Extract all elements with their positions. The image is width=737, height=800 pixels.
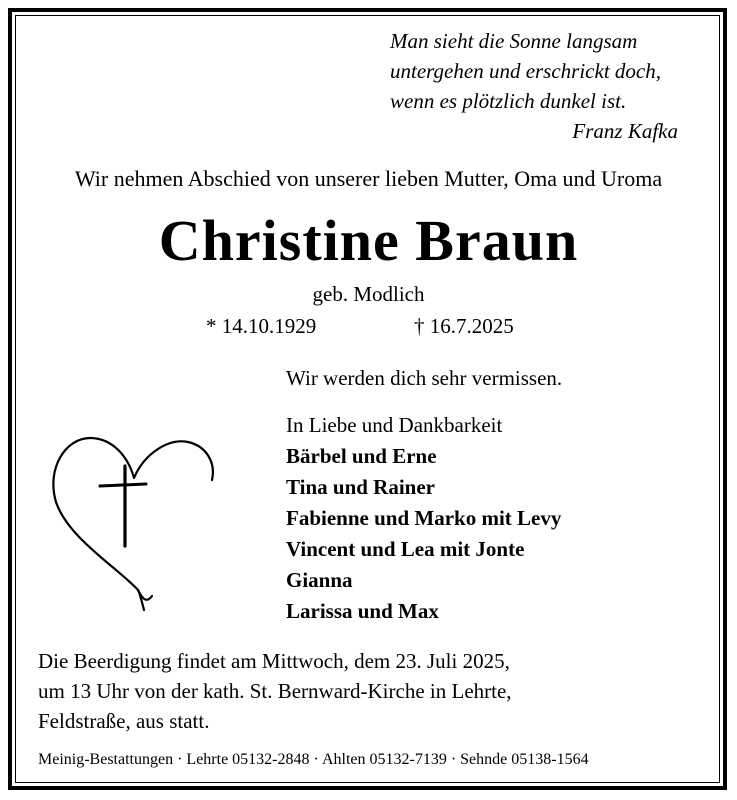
- funeral-details: [38, 646, 512, 736]
- death-date: † 16.7.2025: [414, 314, 514, 338]
- mourner-5: Gianna: [286, 568, 353, 592]
- mourner-3: Fabienne und Marko mit Levy: [286, 506, 562, 530]
- miss-you-line: Wir werden dich sehr vermissen.: [286, 366, 563, 390]
- quote-line-3: wenn es plötzlich dunkel ist.: [390, 89, 627, 113]
- farewell-intro: Wir nehmen Abschied von unserer lieben Mutter, Oma und Uroma: [74, 166, 663, 191]
- mourners-list: [286, 410, 561, 627]
- mourners-greeting: In Liebe und Dankbarkeit: [286, 413, 503, 437]
- deceased-name: Christine Braun: [158, 208, 579, 273]
- mourner-1: Bärbel und Erne: [286, 444, 437, 468]
- mourner-2: Tina und Rainer: [286, 475, 435, 499]
- funeral-line-3: Feldstraße, aus statt.: [38, 709, 210, 733]
- quote-author: Franz Kafka: [572, 119, 678, 143]
- quote-line-1: Man sieht die Sonne langsam: [390, 29, 638, 53]
- heart-with-cross-icon: [48, 428, 220, 618]
- funeral-line-2: um 13 Uhr von der kath. St. Bernward-Kirche in Lehrte,: [38, 679, 512, 703]
- quote-line-2: untergehen und erschrickt doch,: [390, 59, 661, 83]
- maiden-name: geb. Modlich: [312, 282, 425, 306]
- funeral-line-1: Die Beerdigung findet am Mittwoch, dem 23. Juli 2025,: [38, 649, 510, 673]
- mourner-4: Vincent und Lea mit Jonte: [286, 537, 525, 561]
- kafka-quote: [390, 26, 700, 146]
- funeral-home-footer: Meinig-Bestattungen · Lehrte 05132-2848 · Ahlten 05132-7139 · Sehnde 05138-1564: [38, 751, 589, 768]
- mourner-6: Larissa und Max: [286, 599, 439, 623]
- birth-date: * 14.10.1929: [206, 314, 317, 338]
